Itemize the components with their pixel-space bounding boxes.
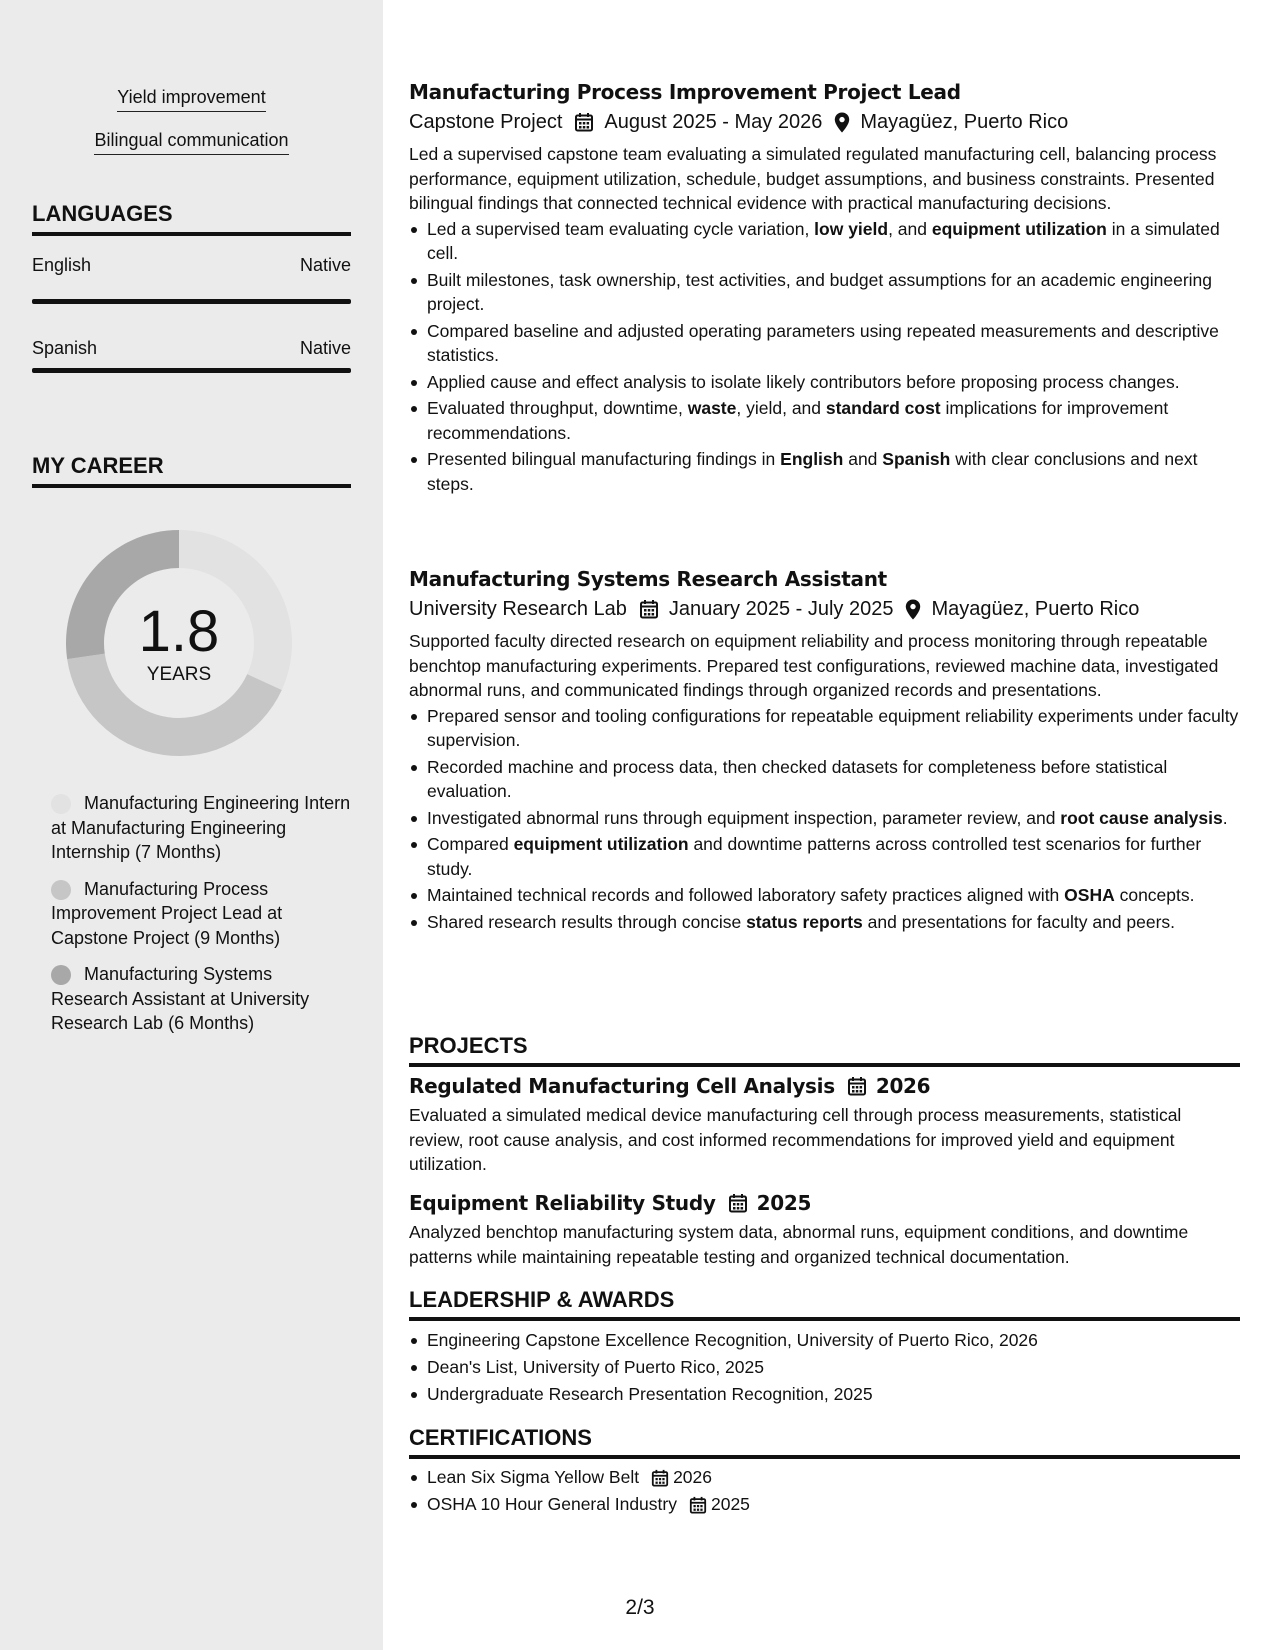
job-bullet: Compared baseline and adjusted operating parameters using repeated measurements and descriptive statistics. [409,319,1240,368]
certifications-heading: CERTIFICATIONS [409,1424,1240,1459]
map-pin-icon [834,112,850,133]
job-bullet: Presented bilingual manufacturing findings in English and Spanish with clear conclusions and next steps. [409,447,1240,496]
main-content [409,0,1240,1650]
languages-heading: LANGUAGES [32,200,351,236]
page-number: 2/3 [625,1596,655,1619]
calendar-icon [651,1469,669,1487]
job-bullets [409,704,1240,935]
job-bullet: Prepared sensor and tooling configurations for repeatable equipment reliability experiments under faculty supervision. [409,704,1240,753]
award-text: Engineering Capstone Excellence Recognition, University of Puerto Rico, 2026 [427,1330,1038,1350]
job-organization: University Research Lab [409,598,627,620]
project-entry [409,1190,1240,1269]
certification-item [409,1464,1240,1491]
legend-swatch-icon [51,965,71,985]
job-description: Led a supervised capstone team evaluating a simulated regulated manufacturing cell, balancing process performance, equipment utilization, schedule, budget assumptions, and business constraints. Presented bilingual findings that connected technical evidence with practical manufacturing decisions. [409,144,1217,213]
award-item [409,1354,1240,1381]
career-legend [51,791,351,1048]
project-header [409,1190,1240,1216]
certifications-list [409,1464,1240,1518]
certification-year: 2025 [710,1494,750,1514]
career-legend-text: Manufacturing Process Improvement Project Lead at Capstone Project (9 Months) [51,878,283,948]
language-proficiency-bar [32,299,351,304]
certification-item [409,1491,1240,1518]
experience-entry [409,79,1240,498]
skills-list [32,86,351,172]
job-location: Mayagüez, Puerto Rico [860,111,1069,133]
award-item [409,1327,1240,1354]
calendar-icon [689,1496,707,1514]
job-bullet: Evaluated throughput, downtime, waste, yield, and standard cost implications for improvement recommendations. [409,396,1240,445]
awards-list [409,1327,1240,1408]
certification-name: Lean Six Sigma Yellow Belt [427,1467,640,1487]
job-organization: Capstone Project [409,111,563,133]
calendar-icon [639,599,659,619]
career-total [66,600,292,686]
language-proficiency-bar [32,368,351,373]
legend-swatch-icon [51,794,71,814]
job-bullet: Compared equipment utilization and downtime patterns across controlled test scenarios for further study. [409,832,1240,881]
language-row [32,336,351,360]
job-bullet: Investigated abnormal runs through equipment inspection, parameter review, and root cause analysis. [409,806,1240,831]
project-description: Evaluated a simulated medical device manufacturing cell through process measurements, statistical review, root cause analysis, and cost informed recommendations for improved yield and equipment utilization. [409,1105,1182,1174]
calendar-icon [847,1076,867,1096]
job-title: Manufacturing Systems Research Assistant [409,567,887,591]
certification-year: 2026 [673,1467,713,1487]
language-level: Native [299,338,351,358]
project-name: Regulated Manufacturing Cell Analysis [409,1074,835,1098]
map-pin-icon [905,599,921,620]
job-bullet: Applied cause and effect analysis to isolate likely contributors before proposing process changes. [409,370,1240,395]
certification-name: OSHA 10 Hour General Industry [427,1494,677,1514]
job-bullet: Maintained technical records and followed laboratory safety practices aligned with OSHA concepts. [409,883,1240,908]
calendar-icon [728,1193,748,1213]
job-description: Supported faculty directed research on equipment reliability and process monitoring through repeatable benchtop manufacturing experiments. Prepared test configurations, reviewed machine data, investigated abnormal runs, and communicated findings through organized records and presentations. [409,631,1219,700]
job-dates: January 2025 - July 2025 [668,598,894,620]
project-year: 2026 [875,1074,931,1098]
sidebar [0,0,383,1650]
job-meta [409,109,1240,135]
language-name: English [32,255,92,275]
skill-tag: Bilingual communication [94,129,288,155]
awards-heading: LEADERSHIP & AWARDS [409,1286,1240,1321]
projects-heading: PROJECTS [409,1032,1240,1067]
experience-entry [409,566,1240,936]
career-years-value: 1.8 [138,599,220,664]
job-bullet: Built milestones, task ownership, test activities, and budget assumptions for an academic engineering project. [409,268,1240,317]
career-legend-item [51,962,351,1036]
award-text: Undergraduate Research Presentation Recognition, 2025 [427,1384,873,1404]
career-legend-text: Manufacturing Engineering Intern at Manufacturing Engineering Internship (7 Months) [51,793,351,862]
language-level: Native [299,255,351,275]
job-dates: August 2025 - May 2026 [604,111,823,133]
career-legend-text: Manufacturing Systems Research Assistant at University Research Lab (6 Months) [51,964,310,1033]
job-location: Mayagüez, Puerto Rico [931,598,1140,620]
job-bullets [409,217,1240,497]
job-meta [409,596,1240,622]
award-item [409,1381,1240,1408]
skill-tag: Yield improvement [117,86,265,112]
job-title: Manufacturing Process Improvement Project Lead [409,80,961,104]
legend-swatch-icon [51,880,71,900]
career-years-unit: YEARS [146,664,212,685]
language-row [32,253,351,277]
project-header [409,1073,1240,1099]
career-legend-item [51,791,351,865]
career-legend-item [51,877,351,951]
calendar-icon [574,112,594,132]
project-name: Equipment Reliability Study [409,1191,716,1215]
project-year: 2025 [756,1191,812,1215]
project-entry [409,1073,1240,1177]
award-text: Dean's List, University of Puerto Rico, 2025 [427,1357,764,1377]
career-heading: MY CAREER [32,452,351,488]
language-name: Spanish [32,338,98,358]
job-bullet: Led a supervised team evaluating cycle variation, low yield, and equipment utilization in a simulated cell. [409,217,1240,266]
project-description: Analyzed benchtop manufacturing system data, abnormal runs, equipment conditions, and downtime patterns while maintaining repeatable testing and organized technical documentation. [409,1222,1189,1267]
job-bullet: Recorded machine and process data, then checked datasets for completeness before statistical evaluation. [409,755,1240,804]
job-bullet: Shared research results through concise status reports and presentations for faculty and peers. [409,910,1240,935]
